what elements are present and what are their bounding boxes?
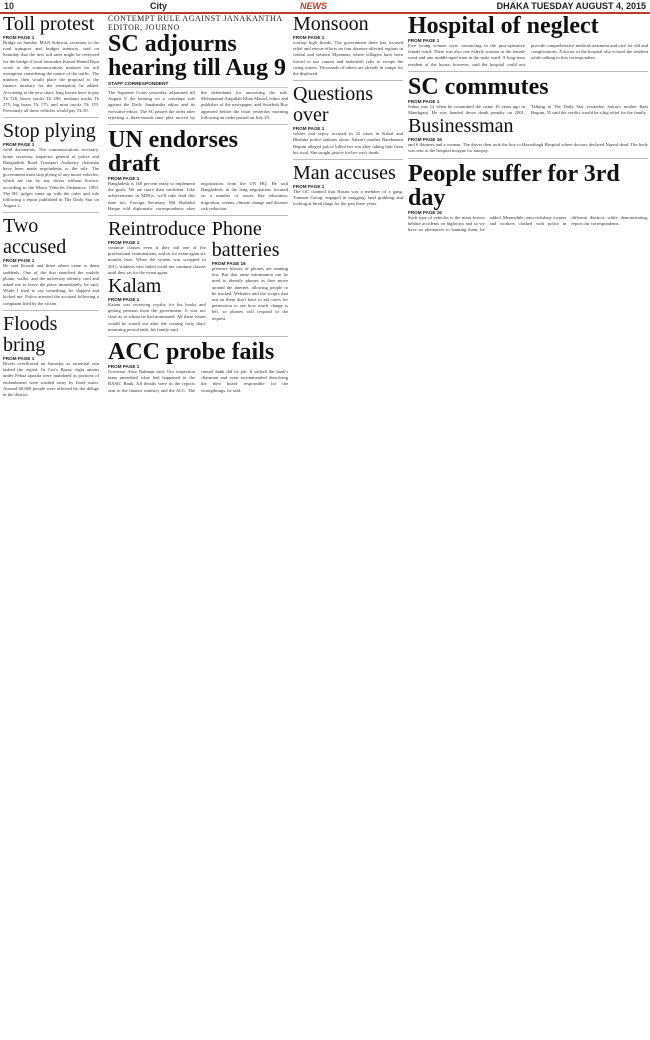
jump-line: FROM PAGE 1 [3, 142, 35, 148]
headline: SC adjourns hearing till Aug 9 [108, 31, 287, 81]
headline: UN endorses draft [108, 127, 238, 178]
headline: Businessman [408, 115, 514, 138]
divider [3, 212, 99, 213]
column-mid [293, 14, 403, 208]
jump-line: FROM PAGE 1 [3, 35, 35, 40]
article-acc [108, 340, 288, 394]
article-commutes [408, 75, 648, 116]
article-sc [108, 14, 288, 121]
divider [408, 71, 648, 72]
divider [3, 117, 99, 118]
headline: Toll protest [3, 13, 95, 35]
jump-line: FROM PAGE 1 [108, 364, 140, 370]
article-body: Sukur was 14 when he committed the crime 16 years ago in Manikganj. He was handed down death penalty on 2001. Talking to The Daily Star yesterday, Sukur's mother Rani Begum, 55 said the verdict would be a big relief for the family. [408, 103, 648, 116]
headline: SC commutes [408, 73, 549, 100]
article-businessman [408, 116, 648, 154]
article-body: The Supreme Court yesterday adjourned till August 9 the hearing on a contempt rule against the Daily Janakantha editor and its executive editor. The SC passed the order after rejecting a three-month time plea moved by the defendants for answering the rule. Mohammad Atiqullah Khan Masud, editor and publisher of the newspaper, and Swadesh Roy appeared before the court yesterday morning following an order passed on July 29. [108, 90, 288, 120]
article-floods [3, 314, 99, 398]
page-number: 10 [4, 1, 15, 11]
jump-line: FROM PAGE 1 [293, 184, 325, 190]
headline: ACC probe fails [108, 339, 275, 366]
headline: Hospital of neglect [408, 13, 599, 39]
article-body: soldier and sepoy accused in 32 cases in Kabul and Bhaluka police stations alone. Salam's mother Barebanara Begum alleged police killed her son after taking him from his rival. She sought justice for her son's death. [293, 131, 403, 155]
headline: Stop plying [3, 120, 96, 143]
jump-line: FROM PAGE 16 [408, 137, 442, 143]
issue-date: DHAKA TUESDAY AUGUST 4, 2015 [496, 1, 646, 11]
headline: People suffer for 3rd day [408, 160, 620, 211]
headline: Monsoon [293, 13, 369, 35]
jump-line: FROM PAGE 16 [408, 209, 442, 215]
jump-line: FROM PAGE 1 [3, 258, 35, 264]
article-body: Governor Atiur Rahman said, Our inspection team unearthed what had happened in the BASIC Bank. All details were in the reports sent to the finance ministry and the ACC. The central bank did its job. It sacked the bank's chairman and even recommended dissolving the then board responsible for the wrongdoings, he said. [108, 369, 288, 393]
article-body: continue classes even if they fail one of the professional examinations, and sit for exam again six months later. When the system was scrapped in 2011, students who failed could not continue classes until they sat for the exam again. [108, 245, 206, 275]
headline: Phone batteries [211, 218, 280, 262]
column-right [408, 14, 648, 233]
jump-line: FROM PAGE 1 [108, 297, 140, 303]
column-left [3, 14, 99, 398]
article-hospital [408, 14, 648, 68]
divider [108, 336, 288, 337]
divider [3, 310, 99, 311]
news-badge: NEWS [300, 1, 327, 11]
article-two [3, 216, 99, 306]
article-reintro [108, 219, 206, 333]
article-body: Bangladesh is 160 percent ready to implement the goals. We are more than confident. Like achievements in MDGs, we'll take lead this time too, Foreign Secretary Md Shahidul Haque told diplomatic correspondents after negotiations from the UN HQ. He said Bangladesh, in the long negotiation, focused on a number of issues like education, migration, oceans, climate change and disaster risk reduction. [108, 181, 288, 211]
headline: Reintroduce [108, 218, 206, 241]
article-body: The OC claimed that Hasan was a member of a gang, Tonmon Group, engaged in mugging, land grabbing and looking at hired thugs for the past three years. [293, 189, 403, 207]
jump-line: FROM PAGE 1 [3, 355, 35, 361]
article-monsoon [293, 14, 403, 77]
article-body: Rivers overflowed on Saturday as torrential rain lashed the region. In Cox's Bazar, eight unions under Pekua upazila were inundated as portions of embankment were washed away by flood water. Around 60,000 people were affected by the deluge in the district. [3, 360, 99, 397]
divider [408, 158, 648, 159]
article-un [108, 128, 288, 212]
jump-line: FROM PAGE 16 [211, 261, 246, 267]
jump-line: FROM PAGE 1 [108, 176, 140, 182]
section-name: City [150, 1, 168, 11]
article-toll [3, 14, 99, 114]
article-body: rooftop high floods. The government there has focused relief and rescue efforts on four disaster-affected regions in central and western Myanmar, where villagers have been forced to use canoes and makeshift rafts to escape the rising waters. Thousands of others are already in camps for the displaced. [293, 40, 403, 77]
article-body: valid documents. The communications secretary, home secretary, inspector general of police and Bangladesh Road Transport Authority chairman have been made respondents to the rule. The government must stop plying of any motor vehicles, which are run by any driver without licence, according to the Motor Vehicles Ordinance, 1983. The HC judges came up with the order and rule following a report published in The Daily Star on August 2. [3, 147, 99, 209]
article-questions [293, 84, 403, 156]
jump-line: FROM PAGE 1 [293, 126, 325, 132]
article-body: Five young women were contracting in the post-operative female ward. There was also one elderly woman in the female ward and one middle-aged man in the male ward. A long-term resident of the house, however, said the hospital could not provide comprehensive medical treatment and care for old and complications. A doctor of the hospital also echoed the resident while talking to this correspondent. [408, 43, 648, 67]
column-center [108, 14, 288, 394]
page-header [0, 0, 650, 14]
article-body: and 6 thinners and a woman. The driver then took the boy to Hazaribagh Hospital where doctors declared Nazrul dead. The body was sent to the hospital morgue for autopsy. [408, 142, 648, 154]
article-phone [212, 219, 288, 333]
headline: Man accuses [293, 162, 396, 185]
article-body: Bridge on Sunday. MAN Sohrwar, secretary to the road transport and bridges ministry, said on Saturday that the new toll rates might be reviewed for the bridge if local lawmaker Kamal Hamid Ripu wrote to the communications minister for toll exemption considering the nature of the traffic. The ministry then would place the proposal to the finance ministry for the exemption, he added. According to the new chart, long lorries have to pay Tk 726, heavy trucks Tk 290, medium trucks Tk 275, big buses Tk 175, and mini trucks Tk 170. Previously all these vehicles would pay Tk 50. [3, 40, 99, 114]
article-body: presence history of phones are running low. But that same information can be used to identify phones as they move around the internet, allowing people to be tracked. Websites and the scripts that run on them don't have to ask users for permission to see how much charge is left, so phones will respond to the request. [211, 266, 288, 321]
jump-line: FROM PAGE 1 [408, 38, 440, 43]
headline: Two accused [3, 215, 67, 259]
row-pair [108, 219, 288, 333]
headline: Questions over [293, 83, 373, 127]
byline: STAFF CORRESPONDENT [108, 82, 288, 88]
divider [108, 215, 288, 216]
headline: Floods bring [3, 312, 58, 356]
kicker: CONTEMPT RULE AGAINST JANAKANTHA EDITOR, JOURNO [108, 14, 283, 32]
divider [293, 80, 403, 81]
jump-line: FROM PAGE 1 [108, 240, 140, 246]
jump-line: FROM PAGE 1 [293, 35, 325, 40]
article-body: Such type of vehicles is the main reason behind accidents on highways and so we have no alternative to banning them, he added. Meanwhile, auto-rickshaw owners and workers clashed with police in different districts while demonstrating, report our correspondents. [408, 214, 648, 233]
article-stop [3, 121, 99, 209]
article-people [408, 162, 648, 234]
divider [108, 124, 288, 125]
article-man [293, 163, 403, 208]
article-body: He said Kousik and three others came to them suddenly. One of the duo snatched the mobile phone, wallet, and the university identity card and asked me to leave the place immediately, he said. While I tried to say something, he slapped and kicked me. Police arrested the accused following a complaint filed by the victim. [3, 263, 99, 306]
jump-line: FROM PAGE 1 [408, 98, 440, 104]
headline: Kalam [108, 275, 162, 298]
article-body: Kalam was receiving royalty for his books and getting pension from the government. It was not clear as to whom he had nominated. All these issues would be sorted out after the coming forty days' mourning period ends, his family said. [108, 302, 206, 332]
divider [293, 159, 403, 160]
